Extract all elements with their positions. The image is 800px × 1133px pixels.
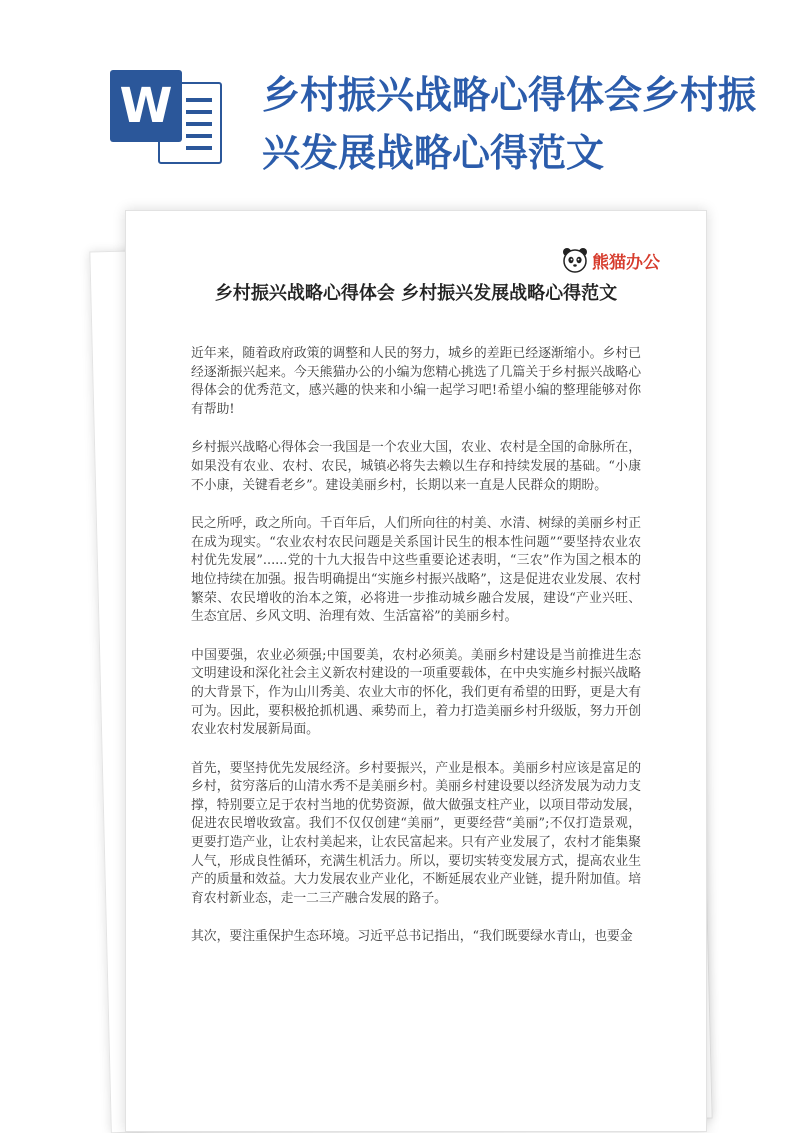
word-logo <box>110 64 228 172</box>
paragraph: 民之所呼，政之所向。千百年后，人们所向往的村美、水清、树绿的美丽乡村正在成为现实。“农业农村农民问题是关系国计民生的根本性问题”“要坚持农业农村优先发展”......党的十九大报告中这些重要论述表明，“三农”作为国之根本的地位持续在加强。报告明确提出“实施乡村振兴战略”，这是促进农业发展、农村繁荣、农民增收的治本之策，必将进一步推动城乡融合发展，建设“产业兴旺、生态宜居、乡风文明、治理有效、生活富裕”的美丽乡村。 <box>191 516 641 625</box>
paragraph: 乡村振兴战略心得体会一我国是一个农业大国，农业、农村是全国的命脉所在，如果没有农业、农村、农民，城镇必将失去赖以生存和持续发展的基础。“小康不小康，关键看老乡”。建设美丽乡村，长期以来一直是人民群众的期盼。 <box>191 440 641 493</box>
document-title: 乡村振兴战略心得体会 乡村振兴发展战略心得范文 <box>214 283 618 304</box>
document-page <box>125 210 707 1132</box>
paragraph: 中国要强，农业必须强;中国要美，农村必须美。美丽乡村建设是当前推进生态文明建设和深化社会主义新农村建设的一项重要载体，在中央实施乡村振兴战略的大背景下，作为山川秀美、农业大市的怀化，我们更有希望的田野，更是大有可为。因此，要积极抢抓机遇、乘势而上，着力打造美丽乡村升级版，努力开创农业农村发展新局面。 <box>191 647 641 738</box>
paragraph: 其次，要注重保护生态环境。习近平总书记指出，“我们既要绿水青山，也要金 <box>191 929 633 945</box>
document-body <box>191 345 641 967</box>
brand-logo <box>562 247 660 273</box>
panda-icon <box>562 247 588 273</box>
page-title: 乡村振兴战略心得体会乡村振兴发展战略心得范文 <box>262 73 757 175</box>
paragraph: 近年来，随着政府政策的调整和人民的努力，城乡的差距已经逐渐缩小。乡村已经逐渐振兴起来。今天熊猫办公的小编为您精心挑选了几篇关于乡村振兴战略心得体会的优秀范文，感兴趣的快来和小编一起学习吧!希望小编的整理能够对你有帮助! <box>191 346 641 417</box>
paragraph: 首先，要坚持优先发展经济。乡村要振兴，产业是根本。美丽乡村应该是富足的乡村，贫穷落后的山清水秀不是美丽乡村。美丽乡村建设要以经济发展为动力支撑，特别要立足于农村当地的优势资源，做大做强支柱产业，以项目带动发展，促进农民增收致富。我们不仅仅创建“美丽”，更要经营“美丽”;不仅打造景观，更要打造产业，让农村美起来，让农民富起来。只有产业发展了，农村才能集聚人气，形成良性循环，充满生机活力。所以，要切实转变发展方式，提高农业生产的质量和效益。大力发展农业产业化，不断延展农业产业链，提升附加值。培育农村新业态，走一二三产融合发展的路子。 <box>191 760 641 906</box>
word-icon: W <box>110 70 182 142</box>
brand-name: 熊猫办公 <box>592 252 660 273</box>
